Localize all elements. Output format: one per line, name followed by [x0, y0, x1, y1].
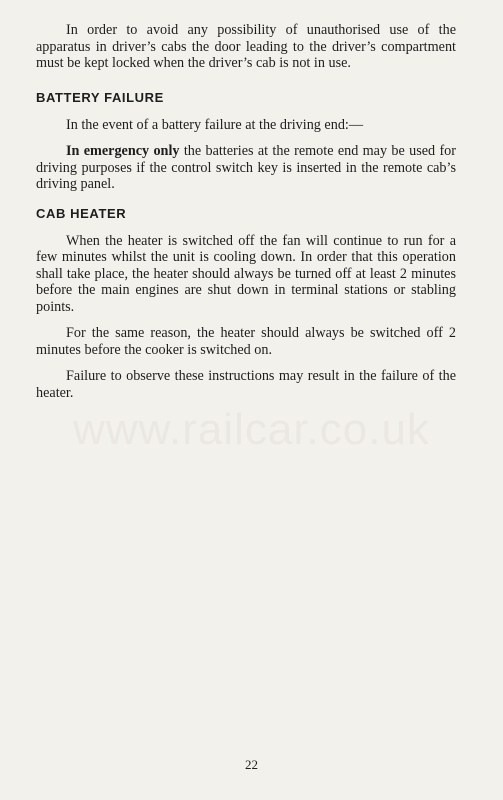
intro-section [36, 22, 456, 82]
emergency-only-emphasis: In emergency only [66, 143, 180, 159]
watermark: www.railcar.co.uk [73, 405, 430, 454]
cab-heater-paragraph-2: For the same reason, the heater should always be switched off 2 minutes before the cooker is switched on. [36, 325, 456, 358]
cab-heater-paragraph-1: When the heater is switched off the fan will continue to run for a few minutes whilst the unit is cooling down. In order that this operation shall take place, the heater should always be turned off at least 2 minutes before the main engines are shut down in terminal stations or stabling points. [36, 232, 456, 315]
battery-failure-paragraph-2 [36, 143, 456, 193]
battery-failure-paragraph-2-text: the batteries at the remote end may be used for driving purposes if the control switch key is inserted in the remote cab’s driving panel. [36, 143, 456, 192]
cab-heater-section [36, 206, 456, 411]
battery-failure-heading: BATTERY FAILURE [36, 90, 164, 105]
battery-failure-section [36, 90, 456, 203]
battery-failure-paragraph-1: In the event of a battery failure at the driving end:— [66, 116, 364, 133]
cab-heater-heading: CAB HEATER [36, 206, 127, 221]
cab-heater-paragraph-3: Failure to observe these instructions may result in the failure of the heater. [36, 368, 456, 401]
page-number: 22 [245, 757, 258, 772]
intro-paragraph: In order to avoid any possibility of unauthorised use of the apparatus in driver’s cabs the door leading to the driver’s compartment must be kept locked when the driver’s cab is not in use. [36, 22, 456, 71]
